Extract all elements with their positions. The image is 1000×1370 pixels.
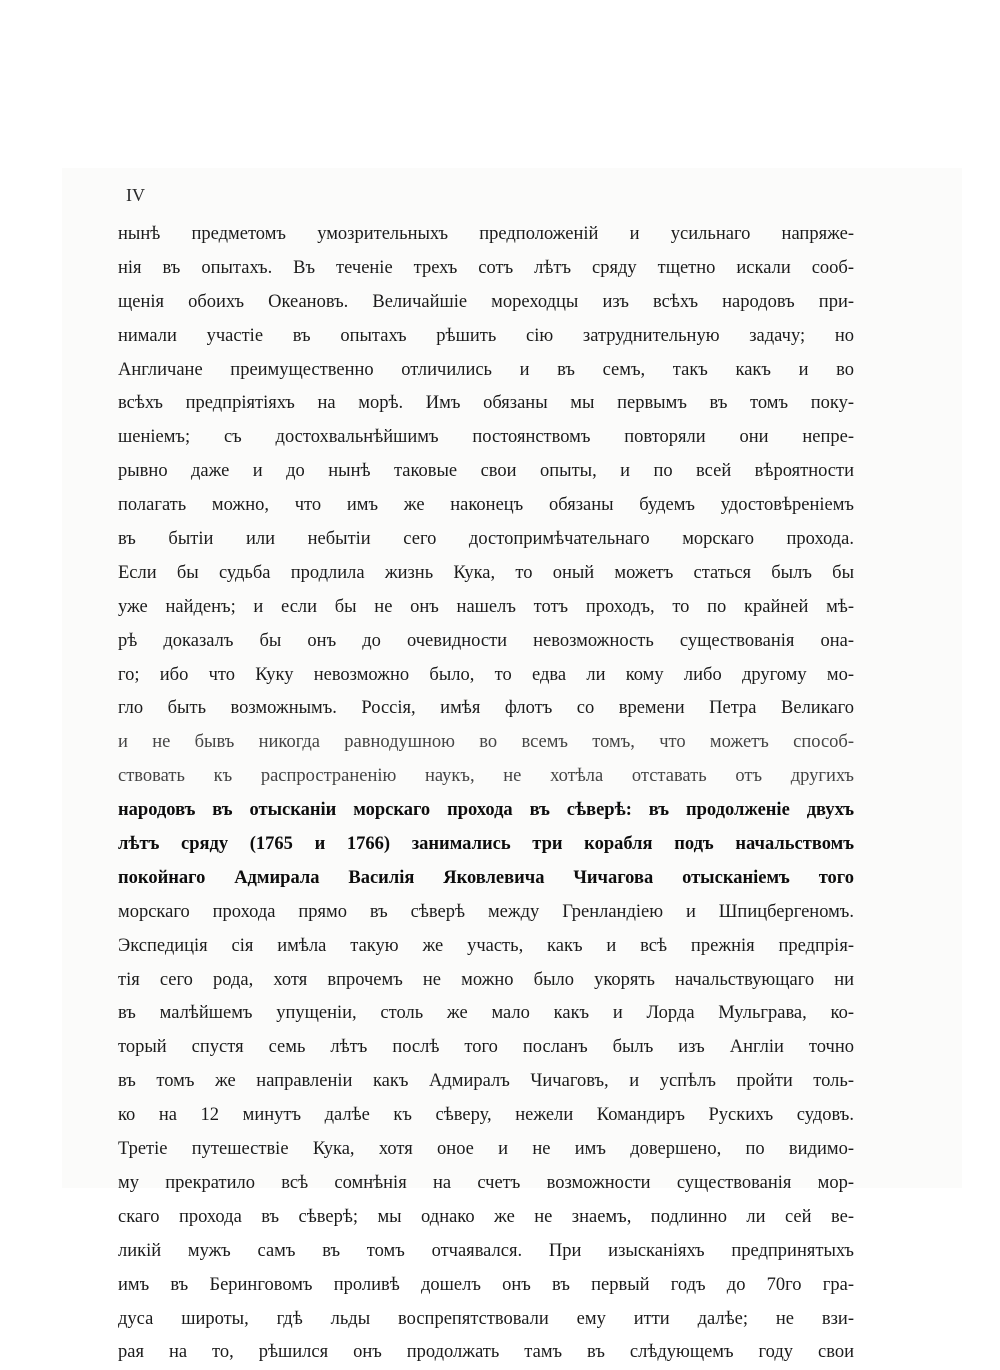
text-line: Англичане преимущественно отличились и въ семъ, такъ какъ и во <box>118 359 854 380</box>
text-line: въ томъ же направленіи какъ Адмиралъ Чичаговъ, и успѣлъ пройти толь- <box>118 1071 854 1092</box>
text-line: Третіе путешествіе Кука, хотя оное и не имъ довершено, по видимо- <box>118 1139 854 1160</box>
text-line: шеніемъ; съ достохвальнѣйшимъ постоянствомъ повторяли они непре- <box>118 427 854 448</box>
text-line: щенія обоихъ Океановъ. Величайшіе мореходцы изъ всѣхъ народовъ при- <box>118 291 854 312</box>
text-line: всѣхъ предпріятіяхъ на морѣ. Имъ обязаны мы первымъ въ томъ поку- <box>118 393 854 414</box>
text-line: въ малѣйшемъ упущеніи, столь же мало какъ и Лорда Мульграва, ко- <box>118 1003 854 1024</box>
text-line: лѣтъ сряду (1765 и 1766) занимались три корабля подъ начальствомъ <box>118 834 854 855</box>
text-line: гло быть возможнымъ. Россія, имѣя флотъ со времени Петра Великаго <box>118 698 854 719</box>
page-number: IV <box>126 185 145 205</box>
text-line: рѣ доказалъ бы онъ до очевидности невозможность существованія она- <box>118 630 854 651</box>
text-line: покойнаго Адмирала Василія Яковлевича Чичагова отысканіемъ того <box>118 867 854 888</box>
text-line: го; ибо что Куку невозможно было, то едва ли кому либо другому мо- <box>118 664 854 685</box>
text-line: имъ въ Беринговомъ проливѣ дошелъ онъ въ первый годъ до 70го гра- <box>118 1274 854 1295</box>
text-line: ликій мужъ самъ въ томъ отчаявался. При изысканіяхъ предпринятыхъ <box>118 1240 854 1261</box>
text-line: Если бы судьба продлила жизнь Кука, то оный можетъ статься былъ бы <box>118 562 854 583</box>
text-line: морскаго прохода прямо въ сѣверѣ между Гренландіею и Шпицбергеномъ. <box>118 901 854 922</box>
text-line: скаго прохода въ сѣверѣ; мы однако же не знаемъ, подлинно ли сей ве- <box>118 1206 854 1227</box>
text-line: уже найденъ; и если бы не онъ нашелъ тотъ проходъ, то по крайней мѣ- <box>118 596 854 617</box>
text-line: рывно даже и до нынѣ таковые свои опыты, и по всей вѣроятности <box>118 461 854 482</box>
text-line: тія сего рода, хотя впрочемъ не можно было укорять начальствующаго ни <box>118 969 854 990</box>
text-line: дуса широты, гдѣ льды воспрепятствовали ему итти далѣе; не взи- <box>118 1308 854 1329</box>
text-line: Экспедиція сія имѣла такую же участь, какъ и всѣ прежнія предпрія- <box>118 935 854 956</box>
text-line: нія въ опытахъ. Въ теченіе трехъ сотъ лѣтъ сряду тщетно искали сооб- <box>118 257 854 278</box>
text-line: ствовать къ распространенію наукъ, не хотѣла отставать отъ другихъ <box>118 766 854 787</box>
text-line: въ бытіи или небытіи сего достопримѣчательнаго морскаго прохода. <box>118 529 854 550</box>
text-line: ко на 12 минутъ далѣе къ сѣверу, нежели Командиръ Рускихъ судовъ. <box>118 1105 854 1126</box>
text-line: нынѣ предметомъ умозрительныхъ предположеній и усильнаго напряже- <box>118 224 854 244</box>
text-line: полагать можно, что имъ же наконецъ обязаны будемъ удостовѣреніемъ <box>118 495 854 516</box>
text-line: му прекратило всѣ сомнѣнія на счетъ возможности существованія мор- <box>118 1172 854 1193</box>
text-line: нимали участіе въ опытахъ рѣшить сію затруднительную задачу; но <box>118 325 854 346</box>
text-line: торый спустя семь лѣтъ послѣ того посланъ былъ изъ Англіи точно <box>118 1037 854 1058</box>
text-line: народовъ въ отысканіи морскаго прохода въ сѣверѣ: въ продолженіе двухъ <box>118 800 854 821</box>
text-line: и не бывъ никогда равнодушною во всемъ томъ, что можетъ способ- <box>118 732 854 753</box>
body-text <box>118 218 854 1370</box>
text-line: рая на то, рѣшился онъ продолжать тамъ въ слѣдующемъ году свои <box>118 1342 854 1363</box>
